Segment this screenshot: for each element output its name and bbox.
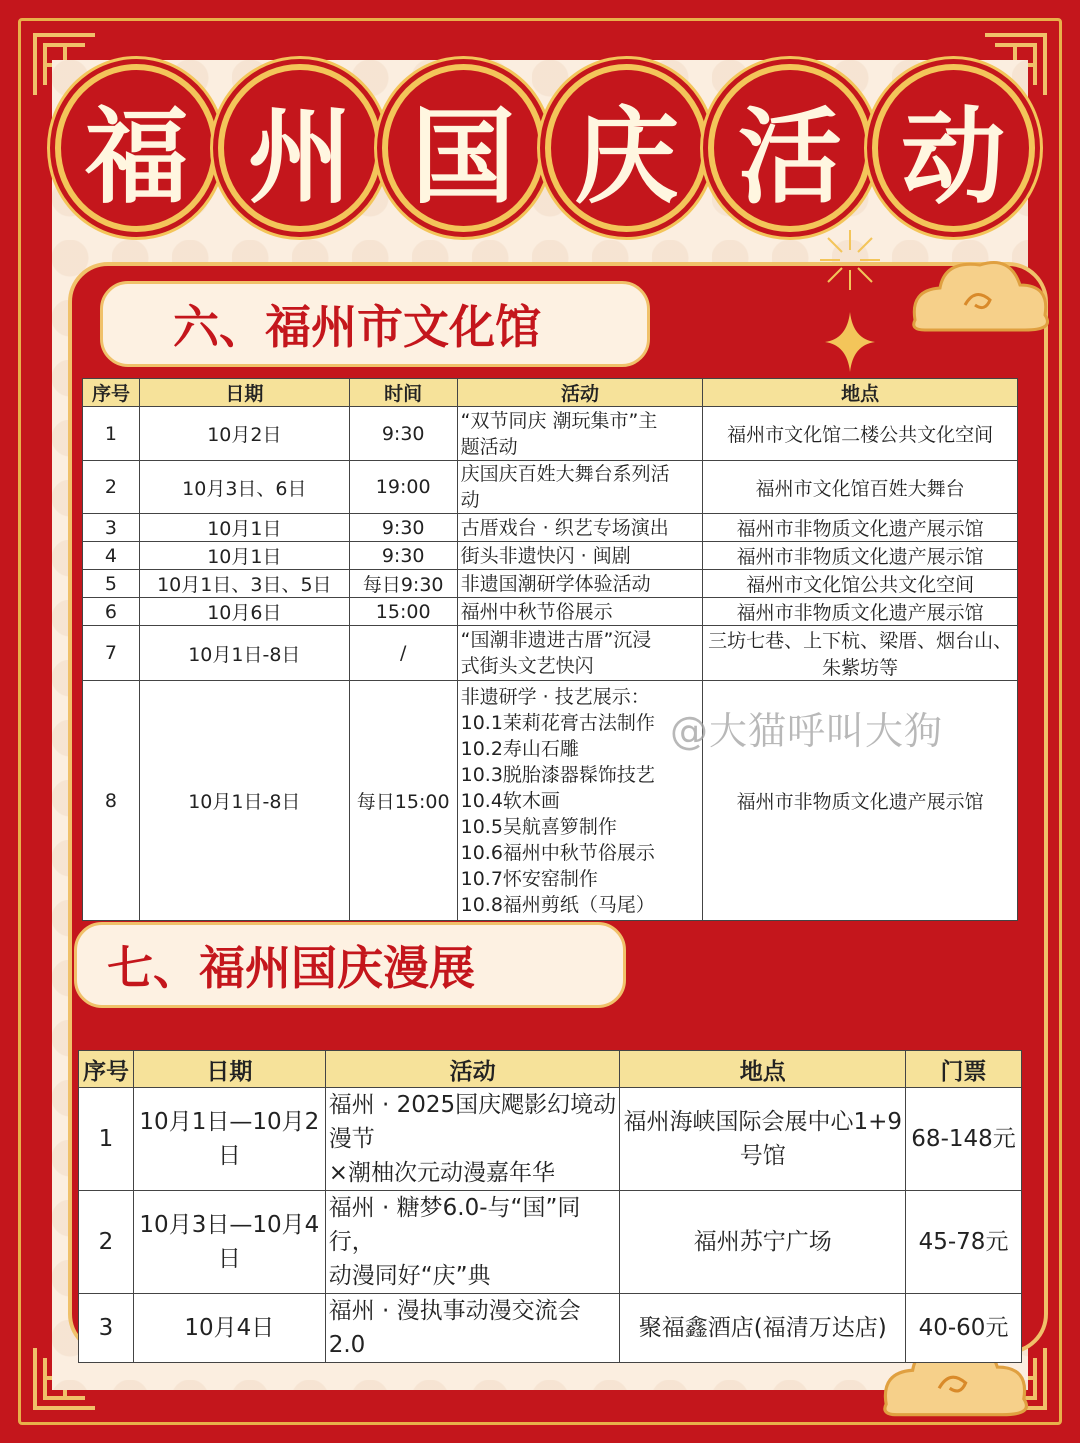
time-cell: 每日9:30	[349, 570, 457, 598]
activity-cell: 街头非遗快闪 · 闽剧	[457, 542, 703, 570]
column-header: 门票	[906, 1051, 1022, 1088]
date-cell: 10月1日—10月2日	[133, 1088, 325, 1191]
table-row	[83, 570, 1018, 598]
time-cell: 每日15:00	[349, 681, 457, 921]
row-number: 8	[83, 681, 140, 921]
activity-cell: 福州 · 2025国庆飔影幻境动漫节 ×潮柚次元动漫嘉年华	[325, 1088, 620, 1191]
place-cell: 聚福鑫酒店(福清万达店)	[620, 1294, 906, 1363]
time-cell: 19:00	[349, 461, 457, 514]
place-cell: 三坊七巷、上下杭、梁厝、烟台山、朱紫坊等	[703, 626, 1018, 681]
date-cell: 10月2日	[139, 407, 349, 461]
date-cell: 10月1日-8日	[139, 626, 349, 681]
column-header: 序号	[83, 379, 140, 407]
time-cell: 9:30	[349, 514, 457, 542]
date-cell: 10月3日、6日	[139, 461, 349, 514]
table-row	[83, 514, 1018, 542]
row-number: 5	[83, 570, 140, 598]
time-cell: 15:00	[349, 598, 457, 626]
table-row	[83, 542, 1018, 570]
activity-cell: 福州 · 漫执事动漫交流会2.0	[325, 1294, 620, 1363]
section-six-title: 六、福州市文化馆	[100, 281, 650, 367]
column-header: 日期	[139, 379, 349, 407]
table-row	[83, 461, 1018, 514]
watermark: @大猫呼叫大狗	[670, 709, 944, 753]
activity-cell: 古厝戏台 · 织艺专场演出	[457, 514, 703, 542]
culture-center-table	[82, 378, 1018, 921]
place-cell: 福州市文化馆百姓大舞台	[703, 461, 1018, 514]
activity-cell: “双节同庆 潮玩集市”主 题活动	[457, 407, 703, 461]
column-header: 地点	[620, 1051, 906, 1088]
table-row	[79, 1191, 1022, 1294]
column-header: 地点	[703, 379, 1018, 407]
row-number: 6	[83, 598, 140, 626]
firework-icon	[815, 225, 885, 295]
activity-cell: “国潮非遗进古厝”沉浸 式街头文艺快闪	[457, 626, 703, 681]
date-cell: 10月1日、3日、5日	[139, 570, 349, 598]
column-header: 活动	[457, 379, 703, 407]
column-header: 时间	[349, 379, 457, 407]
row-number: 1	[83, 407, 140, 461]
row-number: 2	[79, 1191, 134, 1294]
activity-cell: 非遗研学 · 技艺展示： 10.1茉莉花膏古法制作 10.2寿山石雕 10.3脱胎漆器髹饰技艺 10.4软木画 10.5吴航喜箩制作 10.6福州中秋节俗展示 10.7怀安窑制作 10.8福州剪纸（马尾）	[457, 681, 703, 921]
table-row	[83, 407, 1018, 461]
place-cell: 福州海峡国际会展中心1+9号馆	[620, 1088, 906, 1191]
time-cell: 9:30	[349, 542, 457, 570]
title-char: 州	[218, 64, 381, 232]
date-cell: 10月1日	[139, 542, 349, 570]
title-char: 动	[872, 64, 1035, 232]
table-header-row	[79, 1051, 1022, 1088]
column-header: 序号	[79, 1051, 134, 1088]
time-cell: 9:30	[349, 407, 457, 461]
table-row	[83, 598, 1018, 626]
activity-cell: 非遗国潮研学体验活动	[457, 570, 703, 598]
activity-cell: 福州中秋节俗展示	[457, 598, 703, 626]
table-row	[79, 1294, 1022, 1363]
title-char: 福	[55, 64, 218, 232]
column-header: 活动	[325, 1051, 620, 1088]
date-cell: 10月3日—10月4日	[133, 1191, 325, 1294]
place-cell: 福州苏宁广场	[620, 1191, 906, 1294]
row-number: 3	[83, 514, 140, 542]
title-char: 国	[382, 64, 545, 232]
time-cell: /	[349, 626, 457, 681]
date-cell: 10月1日-8日	[139, 681, 349, 921]
table-row	[79, 1088, 1022, 1191]
title-char: 活	[708, 64, 871, 232]
page-title	[55, 58, 1035, 248]
row-number: 4	[83, 542, 140, 570]
date-cell: 10月1日	[139, 514, 349, 542]
place-cell: 福州市文化馆公共文化空间	[703, 570, 1018, 598]
place-cell: 福州市非物质文化遗产展示馆	[703, 681, 1018, 921]
star-sparkle-icon	[825, 312, 875, 372]
date-cell: 10月4日	[133, 1294, 325, 1363]
activity-cell: 庆国庆百姓大舞台系列活 动	[457, 461, 703, 514]
auspicious-cloud-icon	[905, 250, 1055, 335]
row-number: 7	[83, 626, 140, 681]
date-cell: 10月6日	[139, 598, 349, 626]
ticket-cell: 68-148元	[906, 1088, 1022, 1191]
table-row	[83, 626, 1018, 681]
section-seven-title: 七、福州国庆漫展	[74, 922, 626, 1008]
place-cell: 福州市非物质文化遗产展示馆	[703, 514, 1018, 542]
row-number: 3	[79, 1294, 134, 1363]
table-header-row	[83, 379, 1018, 407]
column-header: 日期	[133, 1051, 325, 1088]
row-number: 1	[79, 1088, 134, 1191]
place-cell: 福州市文化馆二楼公共文化空间	[703, 407, 1018, 461]
place-cell: 福州市非物质文化遗产展示馆	[703, 598, 1018, 626]
comic-expo-table	[78, 1050, 1022, 1363]
ticket-cell: 45-78元	[906, 1191, 1022, 1294]
place-cell: 福州市非物质文化遗产展示馆	[703, 542, 1018, 570]
title-char: 庆	[545, 64, 708, 232]
activity-cell: 福州 · 糖梦6.0-与“国”同行， 动漫同好“庆”典	[325, 1191, 620, 1294]
row-number: 2	[83, 461, 140, 514]
ticket-cell: 40-60元	[906, 1294, 1022, 1363]
